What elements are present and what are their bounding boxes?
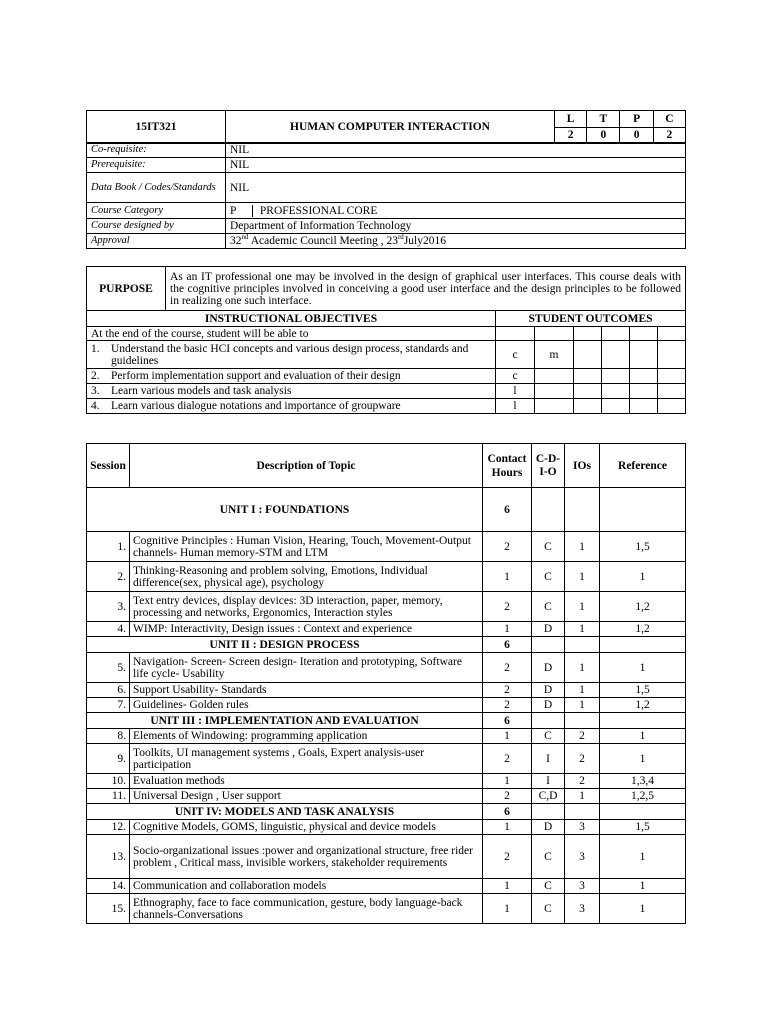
info-value: Department of Information Technology	[226, 219, 686, 234]
session-topic: Elements of Windowing: programming application	[130, 729, 483, 744]
session-hours: 1	[483, 879, 532, 894]
purpose-text: As an IT professional one may be involved in the design of graphical user interfaces. This course deals with the cognitive principles involved in conceiving a good user interface and the design principles to be followed in realizing one such interface.	[166, 267, 686, 311]
session-topic: Thinking-Reasoning and problem solving, Emotions, Individual difference(sex, physical age), psychology	[130, 562, 483, 592]
session-topic: Cognitive Principles : Human Vision, Hearing, Touch, Movement-Output channels- Human memory-STM and LTM	[130, 532, 483, 562]
objective-num: 3.	[91, 385, 100, 397]
unit-title: UNIT I : FOUNDATIONS	[87, 488, 483, 532]
session-hours: 2	[483, 835, 532, 879]
session-cdio: C	[532, 879, 565, 894]
objectives-heading: INSTRUCTIONAL OBJECTIVES	[87, 311, 496, 327]
session-reference: 1	[600, 894, 686, 924]
unit-title: UNIT III : IMPLEMENTATION AND EVALUATION	[87, 713, 483, 729]
unit-hours: 6	[483, 804, 532, 820]
session-cdio: C	[532, 562, 565, 592]
course-info-table	[86, 142, 686, 249]
session-topic: Text entry devices, display devices: 3D interaction, paper, memory, processing and networks, Ergonomics, Interaction styles	[130, 592, 483, 622]
empty-cell	[600, 488, 686, 532]
objective-item	[87, 384, 496, 399]
session-row	[87, 894, 686, 924]
session-topic: Guidelines- Golden rules	[130, 698, 483, 713]
session-number: 5.	[87, 653, 130, 683]
session-cdio: I	[532, 744, 565, 774]
col-topic: Description of Topic	[130, 444, 483, 488]
session-reference: 1,5	[600, 532, 686, 562]
info-value-approval	[226, 234, 686, 249]
session-row	[87, 698, 686, 713]
session-reference: 1	[600, 879, 686, 894]
session-reference: 1,3,4	[600, 774, 686, 789]
session-reference: 1,2	[600, 622, 686, 637]
session-ios: 2	[565, 774, 600, 789]
col-hours: Contact Hours	[483, 444, 532, 488]
empty-cell	[565, 488, 600, 532]
objective-item	[87, 369, 496, 384]
outcomes-heading: STUDENT OUTCOMES	[496, 311, 686, 327]
outcome-cell: l	[496, 384, 535, 399]
info-key: Data Book / Codes/Standards	[87, 173, 226, 203]
category-name: PROFESSIONAL CORE	[259, 204, 378, 217]
session-reference: 1	[600, 729, 686, 744]
session-cdio: D	[532, 698, 565, 713]
objective-item	[87, 341, 496, 369]
approval-part: Academic Council Meeting , 23	[248, 235, 398, 247]
approval-sup: nd	[241, 233, 249, 242]
session-cdio: C	[532, 835, 565, 879]
session-cdio: C	[532, 894, 565, 924]
session-number: 2.	[87, 562, 130, 592]
ltpc-label-t: T	[587, 111, 620, 127]
session-topic: Toolkits, UI management systems , Goals, Expert analysis-user participation	[130, 744, 483, 774]
course-header-table	[86, 110, 686, 144]
info-key: Course designed by	[87, 219, 226, 234]
session-ios: 3	[565, 835, 600, 879]
empty-cell	[532, 637, 565, 653]
unit-row	[87, 488, 686, 532]
col-ios: IOs	[565, 444, 600, 488]
session-number: 13.	[87, 835, 130, 879]
session-hours: 1	[483, 562, 532, 592]
purpose-label: PURPOSE	[87, 267, 166, 311]
session-row	[87, 789, 686, 804]
session-topic: Cognitive Models, GOMS, linguistic, physical and device models	[130, 820, 483, 835]
session-cdio: C	[532, 532, 565, 562]
objective-num: 4.	[91, 400, 100, 412]
session-reference: 1,2	[600, 698, 686, 713]
info-value-category	[226, 203, 686, 219]
col-cdio: C-D-I-O	[532, 444, 565, 488]
col-reference: Reference	[600, 444, 686, 488]
session-topic: Support Usability- Standards	[130, 683, 483, 698]
empty-cell	[600, 713, 686, 729]
session-reference: 1	[600, 562, 686, 592]
session-row	[87, 820, 686, 835]
session-ios: 1	[565, 622, 600, 637]
empty-cell	[600, 637, 686, 653]
empty-cell	[532, 804, 565, 820]
session-hours: 2	[483, 744, 532, 774]
outcome-cell: m	[535, 341, 574, 369]
session-topic: Navigation- Screen- Screen design- Iteration and prototyping, Software life cycle- Usability	[130, 653, 483, 683]
session-cdio: I	[532, 774, 565, 789]
session-ios: 1	[565, 592, 600, 622]
info-key: Course Category	[87, 203, 226, 219]
session-row	[87, 774, 686, 789]
col-session: Session	[87, 444, 130, 488]
objective-num: 2.	[91, 370, 100, 382]
session-hours: 2	[483, 532, 532, 562]
ltpc-label-c: C	[653, 111, 685, 127]
session-number: 12.	[87, 820, 130, 835]
ltpc-label-p: P	[620, 111, 653, 127]
session-reference: 1	[600, 835, 686, 879]
session-ios: 3	[565, 820, 600, 835]
session-ios: 1	[565, 683, 600, 698]
session-hours: 2	[483, 789, 532, 804]
empty-cell	[532, 713, 565, 729]
approval-sup: rd	[397, 233, 404, 242]
session-ios: 2	[565, 744, 600, 774]
session-topic: Universal Design , User support	[130, 789, 483, 804]
session-ios: 3	[565, 879, 600, 894]
session-ios: 1	[565, 562, 600, 592]
objective-text: Learn various dialogue notations and importance of groupware	[111, 400, 401, 412]
session-row	[87, 729, 686, 744]
session-number: 14.	[87, 879, 130, 894]
session-ios: 1	[565, 653, 600, 683]
session-number: 10.	[87, 774, 130, 789]
session-number: 11.	[87, 789, 130, 804]
approval-part: July2016	[403, 235, 446, 247]
session-row	[87, 592, 686, 622]
unit-hours: 6	[483, 713, 532, 729]
session-row	[87, 622, 686, 637]
session-hours: 2	[483, 683, 532, 698]
unit-row	[87, 637, 686, 653]
ltpc-block	[555, 111, 686, 144]
objectives-intro: At the end of the course, student will be able to	[87, 327, 496, 341]
session-hours: 1	[483, 894, 532, 924]
objective-text: Understand the basic HCI concepts and various design process, standards and guidelines	[111, 342, 469, 367]
category-code: P	[226, 205, 253, 217]
empty-cell	[565, 713, 600, 729]
objective-num: 1.	[91, 342, 100, 355]
session-topic: WIMP: Interactivity, Design issues : Context and experience	[130, 622, 483, 637]
session-ios: 1	[565, 789, 600, 804]
session-cdio: D	[532, 820, 565, 835]
session-reference: 1	[600, 653, 686, 683]
session-cdio: C,D	[532, 789, 565, 804]
info-value: NIL	[226, 173, 686, 203]
ltpc-value-p: 0	[620, 127, 653, 143]
schedule-body	[87, 488, 686, 924]
session-topic: Evaluation methods	[130, 774, 483, 789]
session-hours: 1	[483, 729, 532, 744]
session-ios: 1	[565, 532, 600, 562]
session-reference: 1,5	[600, 820, 686, 835]
unit-title: UNIT IV: MODELS AND TASK ANALYSIS	[87, 804, 483, 820]
session-number: 9.	[87, 744, 130, 774]
session-hours: 1	[483, 774, 532, 789]
session-cdio: D	[532, 622, 565, 637]
empty-cell	[532, 488, 565, 532]
session-hours: 1	[483, 820, 532, 835]
session-topic: Communication and collaboration models	[130, 879, 483, 894]
info-key: Approval	[87, 234, 226, 249]
objective-text: Perform implementation support and evaluation of their design	[111, 370, 401, 382]
ltpc-value-t: 0	[587, 127, 620, 143]
session-number: 1.	[87, 532, 130, 562]
session-reference: 1,2,5	[600, 789, 686, 804]
objective-text: Learn various models and task analysis	[111, 385, 292, 397]
session-row	[87, 879, 686, 894]
session-ios: 3	[565, 894, 600, 924]
session-cdio: D	[532, 683, 565, 698]
session-number: 15.	[87, 894, 130, 924]
session-row	[87, 653, 686, 683]
session-row	[87, 835, 686, 879]
course-code: 15IT321	[87, 111, 226, 144]
info-key: Co-requisite:	[87, 143, 226, 158]
session-hours: 2	[483, 653, 532, 683]
outcome-cell: c	[496, 341, 535, 369]
info-key: Prerequisite:	[87, 158, 226, 173]
course-title: HUMAN COMPUTER INTERACTION	[226, 111, 555, 144]
session-row	[87, 532, 686, 562]
empty-cell	[600, 804, 686, 820]
objectives-table	[86, 266, 686, 414]
session-reference: 1,2	[600, 592, 686, 622]
session-cdio: D	[532, 653, 565, 683]
empty-cell	[565, 637, 600, 653]
session-hours: 2	[483, 698, 532, 713]
session-hours: 1	[483, 622, 532, 637]
session-reference: 1	[600, 744, 686, 774]
empty-cell	[565, 804, 600, 820]
ltpc-value-l: 2	[555, 127, 587, 143]
session-reference: 1,5	[600, 683, 686, 698]
session-topic: Socio-organizational issues :power and organizational structure, free rider problem , Critical mass, invisible workers, stakeholder requirements	[130, 835, 483, 879]
session-cdio: C	[532, 729, 565, 744]
session-number: 6.	[87, 683, 130, 698]
ltpc-label-l: L	[555, 111, 587, 127]
outcome-cell: c	[496, 369, 535, 384]
unit-hours: 6	[483, 637, 532, 653]
unit-hours: 6	[483, 488, 532, 532]
schedule-table	[86, 443, 686, 924]
unit-row	[87, 713, 686, 729]
session-number: 3.	[87, 592, 130, 622]
approval-part: 32	[230, 235, 242, 247]
session-row	[87, 683, 686, 698]
session-hours: 2	[483, 592, 532, 622]
unit-row	[87, 804, 686, 820]
objective-item	[87, 399, 496, 414]
session-number: 8.	[87, 729, 130, 744]
info-value: NIL	[226, 143, 686, 158]
info-value: NIL	[226, 158, 686, 173]
session-ios: 2	[565, 729, 600, 744]
unit-title: UNIT II : DESIGN PROCESS	[87, 637, 483, 653]
session-row	[87, 744, 686, 774]
session-number: 7.	[87, 698, 130, 713]
session-row	[87, 562, 686, 592]
outcome-cell: l	[496, 399, 535, 414]
session-ios: 1	[565, 698, 600, 713]
ltpc-value-c: 2	[666, 129, 673, 142]
session-cdio: C	[532, 592, 565, 622]
session-number: 4.	[87, 622, 130, 637]
session-topic: Ethnography, face to face communication, gesture, body language-back channels-Conversations	[130, 894, 483, 924]
